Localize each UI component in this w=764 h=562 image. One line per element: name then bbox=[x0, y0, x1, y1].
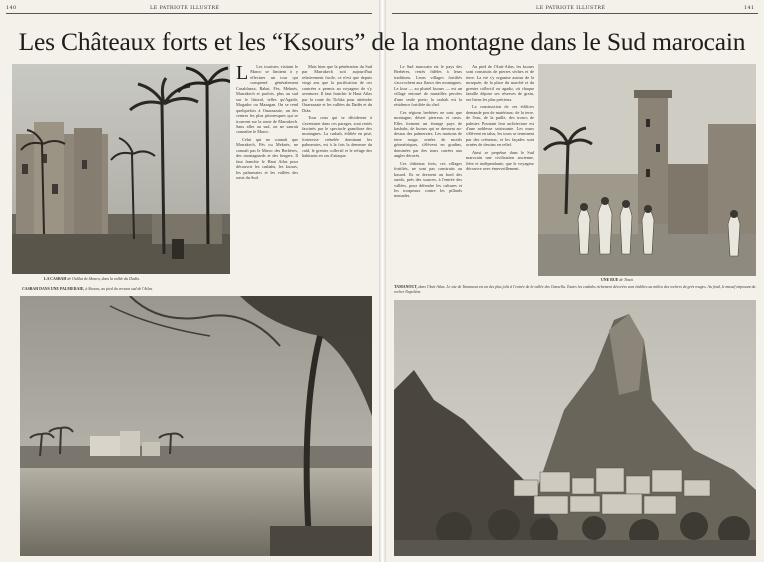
left-text-column-2 bbox=[302, 64, 372, 289]
left-text-column-1 bbox=[236, 64, 298, 289]
page-number-right: 141 bbox=[744, 5, 755, 11]
street-photo bbox=[538, 64, 756, 276]
casbah-photo bbox=[12, 64, 230, 274]
right-col2-paragraph-3: Ainsi se perpétue dans le Sud marocain une civilisation ancienne, fière et indépendante, que le voyageur découvre avec émerveillement. bbox=[466, 149, 534, 172]
tamanout-photo bbox=[394, 300, 756, 556]
street-caption-text: de Tinzit. bbox=[619, 278, 634, 282]
tamanout-caption-title: TAMANOUT, bbox=[394, 285, 418, 289]
left-col1-paragraph-1: Les touristes visitant le Maroc se limitent à y effectuer un tour qui comprend généralement Casablanca, Rabat, Fès, Meknès, Marrakech et parfois, plus au sud sur le littoral, telles qu'Agadir, Mogador ou Mazagan. On se rend quelquefois à Ouarzazate, un des centres les plus pittoresques qui se trouvent sur la route de Marrakech. Sans aller au sud, on ne saurait connaître le Maroc. bbox=[236, 64, 298, 135]
casbah-caption-title: LA CASBAH bbox=[44, 277, 67, 281]
right-text-column-2 bbox=[466, 64, 534, 292]
running-head-right: LE PATRIOTE ILLUSTRÉ bbox=[536, 5, 606, 11]
street-caption bbox=[601, 278, 751, 283]
page-number-left: 140 bbox=[6, 5, 17, 11]
tamanout-caption bbox=[394, 285, 756, 294]
right-col1-paragraph-1: Le Sud marocain est le pays des Berbères, restés fidèles à leurs traditions. Leurs villages fortifiés s'accrochent aux flancs des montagnes. Le ksar — au pluriel ksours — est un village entouré de murailles percées d'une seule porte; la casbah est la résidence fortifiée du chef. bbox=[394, 64, 462, 108]
page-title: Les Châteaux forts et les “Ksours” de la montagne dans le Sud marocain bbox=[18, 27, 746, 56]
tamanout-caption-text: dans l'Anti-Atlas. Le site de Tamanout est un des plus jolis à l'entrée de la vallée des Ounsella. Toutes les casbahs richement décorées sont établies au milieu des rochers de grès rouges. Au fond, le massif imposant du rocher Napoléon. bbox=[394, 285, 756, 294]
page-gutter bbox=[379, 0, 386, 562]
header-rule-right bbox=[392, 13, 758, 14]
right-col1-paragraph-2: Ces régions berbères ne sont que montagne, désert pierreux et oasis. Elles forment un étrange pays de kasbahs, de ksours qui se dressent au-dessus des palmeraies. Les maisons de terre rouge, ornées de motifs géométriques, s'élèvent en gradins, dominées par des tours carrées aux angles décorés. bbox=[394, 109, 462, 159]
left-col2-paragraph-1: Mais bien que la pénétration du Sud par Marrakech soit aujourd'hui relativement facile, ce n'est que depuis vingt ans que la pacification de ces contrées a permis au voyageur de s'y aventurer. Il faut franchir le Haut Atlas par la route du Tichka pour atteindre Ouarzazate et les vallées du Dadès et du Drâa. bbox=[302, 64, 372, 113]
left-col2-paragraph-2: Tous ceux qui se déciderent à s'aventurer dans ces parages, sont restés fascinés par le spectacle grandiose des montagnes. La casbah, édifiée en pisé, forteresse crénelée dominant les palmeraies, est à la fois la demeure du caïd, le grenier collectif et le refuge des habitants en cas d'attaque. bbox=[302, 115, 372, 159]
right-col2-paragraph-1: Au pied de l'Anti-Atlas, les ksours sont construits de pierres sèches et de terre. La vie s'y organise autour de la mosquée, de la place du marché et du grenier collectif ou agadir, où chaque famille dépose ses réserves de grain, ses biens les plus précieux. bbox=[466, 64, 534, 102]
casbah-caption-text: de Oulilat de Skoura, dans la vallée du Dadès. bbox=[67, 277, 140, 281]
right-text-column-1 bbox=[394, 64, 462, 292]
palmeraie-caption bbox=[22, 287, 232, 292]
palmeraie-caption-title: CASBAH DANS UNE PALMERAIE, bbox=[22, 287, 85, 291]
left-col1-paragraph-2: Celui qui ne connaît que Marrakech, Fès ou Meknès, ne connaît pas le Maroc des Berbères, des montagnards et des bergers. Il faut franchir le Haut Atlas pour découvrir les casbahs, les ksours, les palmeraies et les vallées des oasis du Sud. bbox=[236, 136, 298, 181]
drop-cap: L bbox=[236, 64, 249, 84]
right-col2-paragraph-2: La construction de ces édifices demande peu de matériaux: de la terre, de l'eau, de la paille, des troncs de palmier. Pourtant leur architecture est d'une noblesse saisissante. Les murs s'élèvent en talus, les tours se terminent par des créneaux, et les façades sont ornées de dessins en relief. bbox=[466, 104, 534, 148]
street-caption-title: UNE RUE bbox=[601, 278, 619, 282]
palmeraie-photo bbox=[20, 296, 372, 556]
right-page bbox=[386, 0, 764, 562]
left-page bbox=[0, 0, 379, 562]
casbah-caption bbox=[44, 277, 244, 282]
running-head-left: LE PATRIOTE ILLUSTRÉ bbox=[150, 5, 220, 11]
palmeraie-caption-text: à Skoura, au pied du versant sud de l'Atlas. bbox=[85, 287, 154, 291]
right-col1-paragraph-3: Ces châteaux forts, ces villages fortifiés, ne sont pas construits au hasard. Ils se dressent au bord des oueds, près des sources, à l'entrée des vallées, pour défendre les cultures et les troupeaux contre les pillards nomades. bbox=[394, 160, 462, 199]
header-rule bbox=[6, 13, 372, 14]
